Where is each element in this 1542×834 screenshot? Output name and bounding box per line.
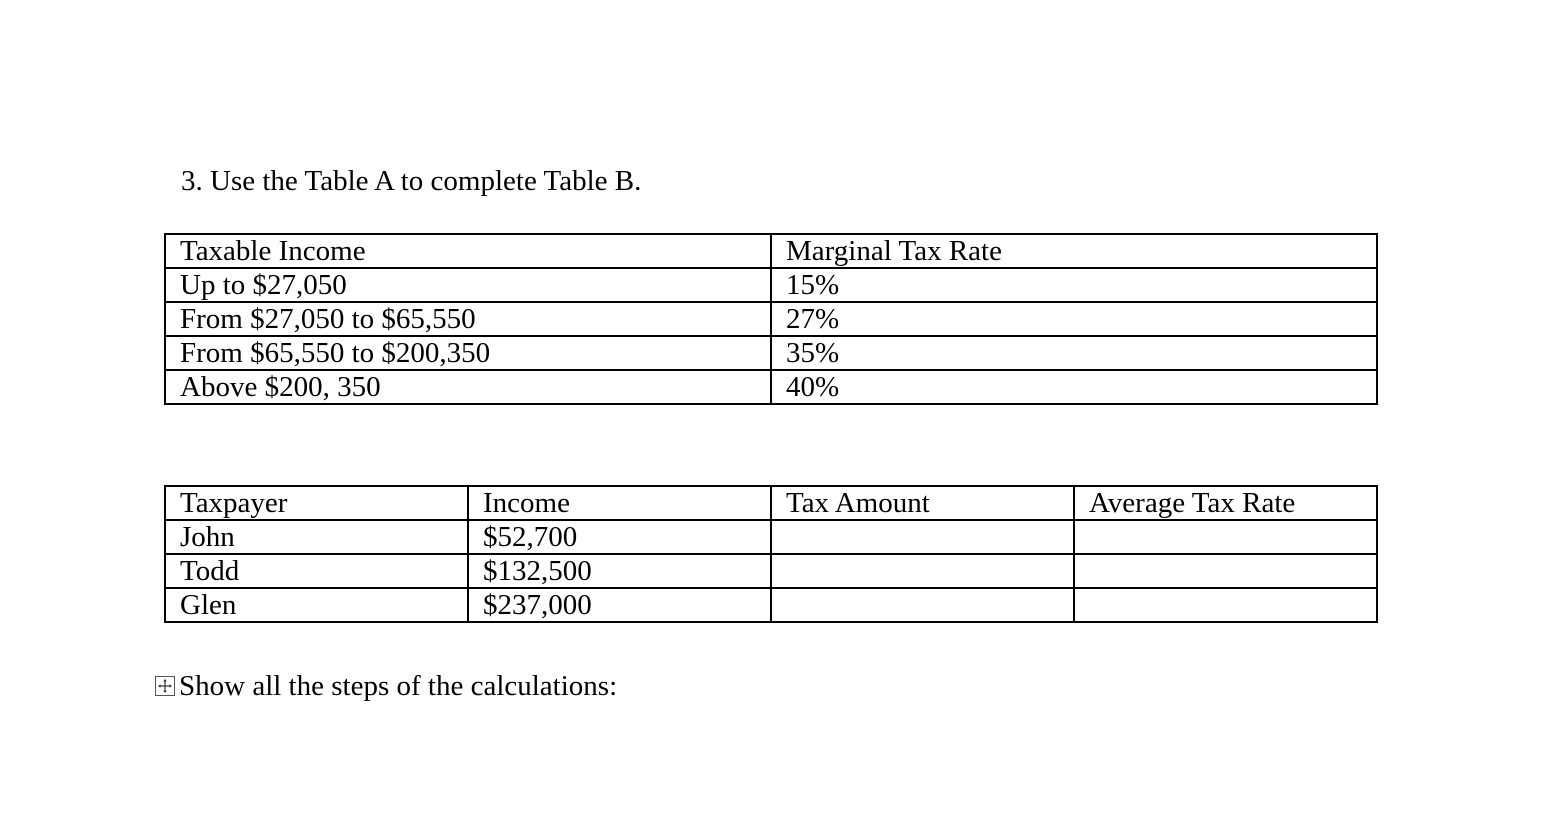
table-b-header-tax-amount: Tax Amount — [771, 486, 1074, 520]
table-cell: Glen — [165, 588, 468, 622]
table-a-header-taxable-income: Taxable Income — [165, 234, 771, 268]
table-cell: 40% — [771, 370, 1377, 404]
table-row — [165, 370, 1377, 404]
table-row — [165, 588, 1377, 622]
table-cell: Todd — [165, 554, 468, 588]
table-cell: 15% — [771, 268, 1377, 302]
table-row — [165, 486, 1377, 520]
table-cell: From $65,550 to $200,350 — [165, 336, 771, 370]
average-rate-cell[interactable] — [1074, 554, 1377, 588]
table-cell: 27% — [771, 302, 1377, 336]
average-rate-cell[interactable] — [1074, 588, 1377, 622]
table-a-header-marginal-rate: Marginal Tax Rate — [771, 234, 1377, 268]
table-b-header-taxpayer: Taxpayer — [165, 486, 468, 520]
tax-amount-cell[interactable] — [771, 554, 1074, 588]
question-text: 3. Use the Table A to complete Table B. — [181, 165, 642, 197]
table-a — [164, 233, 1378, 405]
table-cell: $132,500 — [468, 554, 771, 588]
table-b — [164, 485, 1378, 623]
table-b-header-income: Income — [468, 486, 771, 520]
average-rate-cell[interactable] — [1074, 520, 1377, 554]
instruction-line — [155, 668, 617, 704]
table-cell: From $27,050 to $65,550 — [165, 302, 771, 336]
move-handle-icon[interactable] — [155, 676, 175, 696]
table-b-header-average-rate: Average Tax Rate — [1074, 486, 1377, 520]
table-cell: 35% — [771, 336, 1377, 370]
tax-amount-cell[interactable] — [771, 520, 1074, 554]
tax-amount-cell[interactable] — [771, 588, 1074, 622]
table-row — [165, 302, 1377, 336]
table-cell: Above $200, 350 — [165, 370, 771, 404]
table-cell: Up to $27,050 — [165, 268, 771, 302]
table-row — [165, 520, 1377, 554]
instruction-text: Show all the steps of the calculations: — [179, 670, 618, 702]
table-row — [165, 336, 1377, 370]
table-row — [165, 234, 1377, 268]
table-row — [165, 268, 1377, 302]
table-cell: John — [165, 520, 468, 554]
table-cell: $52,700 — [468, 520, 771, 554]
table-cell: $237,000 — [468, 588, 771, 622]
table-row — [165, 554, 1377, 588]
